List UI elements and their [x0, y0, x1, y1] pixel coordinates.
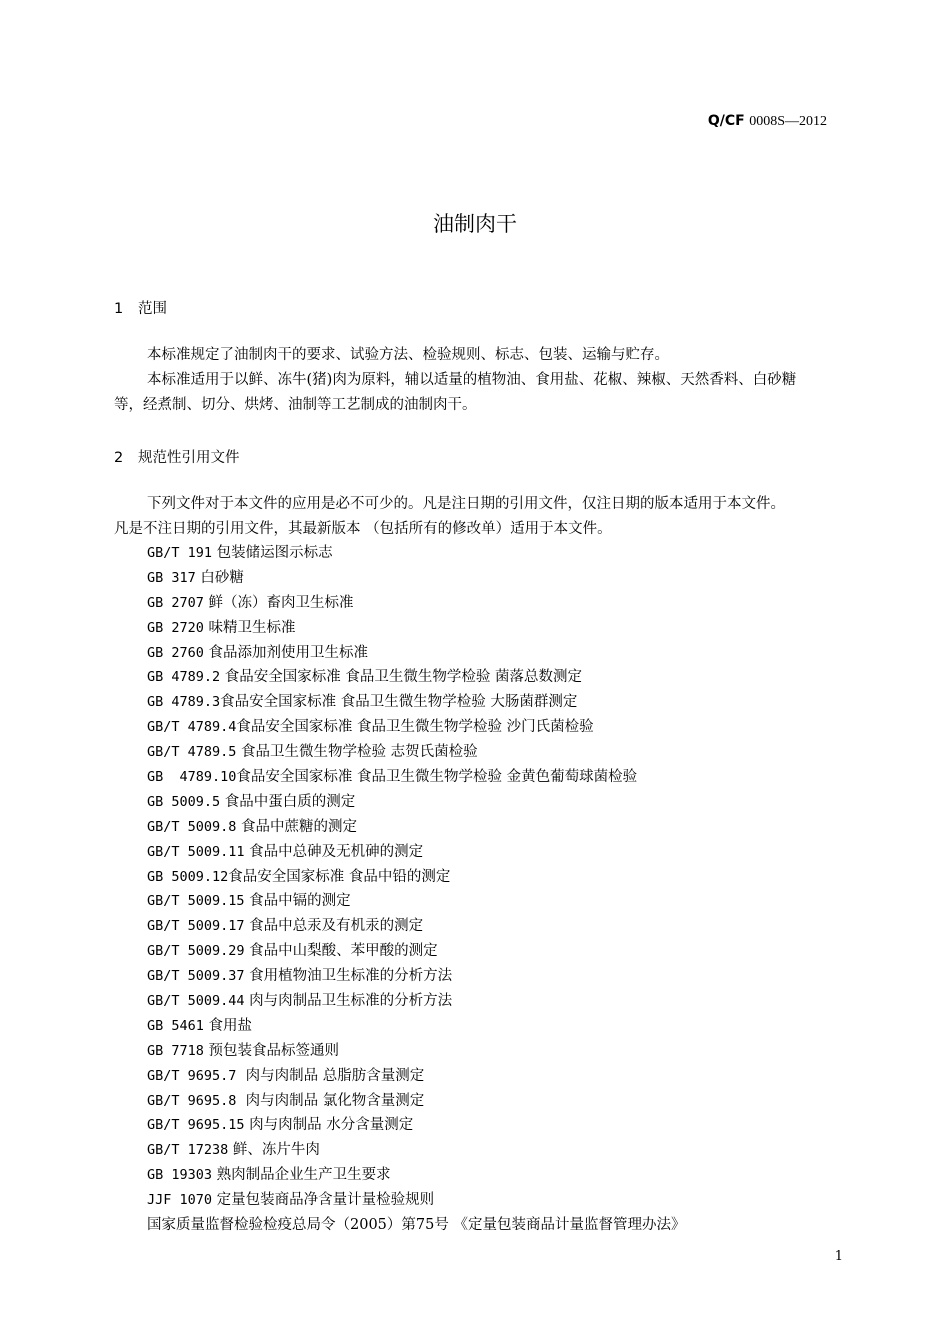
- reference-item: [147, 939, 685, 964]
- reference-item: [147, 1064, 685, 1089]
- reference-code: GB 4789.3: [147, 694, 221, 711]
- reference-item: [147, 616, 685, 641]
- standard-code-header: [708, 113, 827, 130]
- reference-code: GB/T 5009.17: [147, 918, 245, 935]
- reference-code: GB/T 5009.11: [147, 843, 245, 860]
- scope-paragraph: [114, 343, 874, 418]
- reference-code: GB/T 5009.44: [147, 993, 245, 1010]
- reference-title: 食品添加剂使用卫生标准: [203, 644, 369, 661]
- reference-title: 肉与肉制品 氯化物含量测定: [236, 1092, 425, 1109]
- reference-code: JJF 1070: [147, 1192, 213, 1209]
- reference-code: GB 5009.5: [147, 793, 221, 810]
- reference-code: GB 2707: [147, 594, 204, 611]
- scope-sentence-2a: 本标准适用于以鲜、冻牛(猪)肉为原料，辅以适量的植物油、食用盐、花椒、辣椒、天然香料、白砂糖: [147, 372, 797, 388]
- page-number: 1: [834, 1249, 843, 1264]
- reference-title: 包装储运图示标志: [212, 545, 333, 561]
- standard-number: 0008S—2012: [749, 114, 827, 129]
- scope-sentence-1: 本标准规定了油制肉干的要求、试验方法、检验规则、标志、包装、运输与贮存。: [147, 347, 669, 363]
- section-2-heading: [114, 446, 240, 467]
- reference-item: [147, 566, 685, 591]
- reference-title: 国家质量监督检验检疫总局令（2005）第75号 《定量包装商品计量监督管理办法》: [147, 1217, 686, 1234]
- reference-item: [147, 715, 685, 740]
- reference-item: [147, 964, 685, 989]
- reference-title: 食品安全国家标准 食品卫生微生物学检验 沙门氏菌检验: [236, 719, 594, 736]
- reference-item: [147, 840, 685, 865]
- intro-line-2: 凡是不注日期的引用文件，其最新版本 （包括所有的修改单）适用于本文件。: [114, 521, 612, 537]
- reference-item: [147, 1039, 685, 1064]
- reference-code: GB 4789.2: [147, 669, 221, 686]
- reference-code: GB/T 5009.15: [147, 893, 245, 910]
- reference-item: [147, 1188, 685, 1213]
- reference-item: [147, 1138, 685, 1163]
- reference-title: 食品中蛋白质的测定: [220, 793, 356, 810]
- reference-code: GB/T 5009.37: [147, 968, 245, 985]
- scope-sentence-2b: 等，经煮制、切分、烘烤、油制等工艺制成的油制肉干。: [114, 397, 477, 413]
- reference-title: 食用盐: [203, 1017, 253, 1034]
- reference-code: GB/T 191: [147, 545, 213, 561]
- reference-code: GB/T 9695.7: [147, 1067, 237, 1084]
- reference-code: GB/T 9695.15: [147, 1117, 245, 1134]
- reference-title: 预包装食品标签通则: [203, 1042, 340, 1059]
- standard-code: Q/CF: [707, 113, 745, 129]
- reference-item: [147, 591, 685, 616]
- reference-title: 食品中总汞及有机汞的测定: [244, 918, 424, 935]
- reference-code: GB/T 5009.8: [147, 818, 237, 835]
- reference-code: GB 4789.10: [147, 769, 237, 786]
- reference-title: 食品中蔗糖的测定: [236, 818, 358, 835]
- reference-title: 食品安全国家标准 食品卫生微生物学检验 大肠菌群测定: [220, 694, 578, 711]
- reference-title: 肉与肉制品 总脂肪含量测定: [236, 1067, 425, 1084]
- reference-item: [147, 1089, 685, 1114]
- reference-item: [147, 1213, 685, 1238]
- reference-code: GB 2760: [147, 644, 204, 661]
- section-number: 2: [114, 450, 124, 466]
- reference-title: 食品安全国家标准 食品卫生微生物学检验 金黄色葡萄球菌检验: [236, 769, 638, 786]
- section-title: 规范性引用文件: [138, 450, 240, 466]
- normative-references-intro: [114, 492, 874, 542]
- reference-item: [147, 889, 685, 914]
- reference-title: 食品卫生微生物学检验 志贺氏菌检验: [236, 744, 478, 761]
- reference-item: [147, 740, 685, 765]
- reference-code: GB 5461: [147, 1017, 204, 1034]
- reference-title: 食品安全国家标准 食品卫生微生物学检验 菌落总数测定: [220, 669, 582, 686]
- reference-title: 食品中镉的测定: [244, 893, 351, 910]
- reference-code: GB 2720: [147, 619, 204, 636]
- section-title: 范围: [138, 301, 167, 317]
- reference-item: [147, 765, 685, 790]
- reference-code: GB/T 5009.29: [147, 943, 245, 960]
- reference-title: 食品中山梨酸、苯甲酸的测定: [244, 943, 438, 960]
- reference-title: 肉与肉制品 水分含量测定: [244, 1117, 414, 1134]
- reference-title: 食品中总砷及无机砷的测定: [244, 843, 424, 860]
- reference-code: GB/T 9695.8: [147, 1092, 237, 1109]
- reference-item: [147, 914, 685, 939]
- section-number: 1: [114, 301, 124, 317]
- reference-code: GB 5009.12: [147, 868, 229, 885]
- reference-item: [147, 1163, 685, 1188]
- reference-item: [147, 641, 685, 666]
- reference-title: 白砂糖: [195, 569, 244, 586]
- reference-code: GB 7718: [147, 1042, 204, 1059]
- reference-item: [147, 1113, 685, 1138]
- reference-code: GB/T 4789.5: [147, 744, 237, 761]
- reference-item: [147, 790, 685, 815]
- section-1-heading: [114, 297, 167, 318]
- reference-code: GB/T 17238: [147, 1142, 229, 1159]
- reference-item: [147, 690, 685, 715]
- reference-code: GB/T 4789.4: [147, 719, 237, 736]
- document-title: 油制肉干: [433, 212, 517, 236]
- reference-item: [147, 1014, 685, 1039]
- reference-item: [147, 815, 685, 840]
- reference-title: 定量包装商品净含量计量检验规则: [212, 1192, 435, 1209]
- reference-code: GB 317: [147, 569, 196, 586]
- reference-title: 鲜、冻片牛肉: [228, 1142, 320, 1159]
- reference-code: GB 19303: [147, 1167, 213, 1184]
- reference-item: [147, 989, 685, 1014]
- reference-title: 鲜（冻）畜肉卫生标准: [203, 594, 354, 611]
- reference-title: 熟肉制品企业生产卫生要求: [212, 1167, 391, 1184]
- reference-title: 肉与肉制品卫生标准的分析方法: [244, 993, 453, 1010]
- reference-title: 味精卫生标准: [203, 619, 296, 636]
- reference-title: 食用植物油卫生标准的分析方法: [244, 968, 453, 985]
- reference-item: [147, 665, 685, 690]
- reference-list: [147, 541, 685, 1238]
- reference-item: [147, 541, 685, 566]
- reference-title: 食品安全国家标准 食品中铅的测定: [228, 868, 451, 885]
- intro-line-1: 下列文件对于本文件的应用是必不可少的。凡是注日期的引用文件，仅注日期的版本适用于本文件。: [147, 496, 785, 512]
- reference-item: [147, 865, 685, 890]
